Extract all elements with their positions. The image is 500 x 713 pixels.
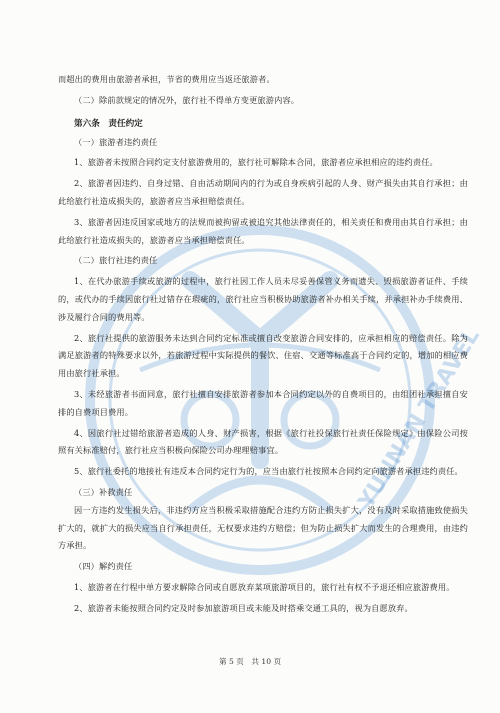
paragraph: 2、旅行社提供的旅游服务未达到合同约定标准或擅自改变旅游合同安排的，应承担相应的赔偿责任。除为满足旅游者的特殊要求以外，若旅游过程中实际提供的餐饮、住宿、交通等标准高于合同约定的，增加的相应费用由旅行社承担。 (58, 332, 468, 379)
paragraph: 3、未经旅游者书面同意，旅行社擅自安排旅游者参加本合同约定以外的自费项目的，由组团社承担擅自安排的自费项目费用。 (58, 388, 468, 417)
paragraph: 而超出的费用由旅游者承担，节省的费用应当返还旅游者。 (58, 74, 275, 84)
page-number: 第 5 页 共 10 页 (218, 657, 282, 666)
paragraph: 1、旅游者在行程中单方要求解除合同或自愿放弃某项旅游项目的，旅行社有权不予退还相应旅游费用。 (74, 581, 455, 592)
subsection-title: （四）解约责任 (74, 561, 133, 572)
document-body (58, 71, 468, 618)
paragraph: 3、旅游者因违反国家或地方的法规而被拘留或被追究其他法律责任的，相关责任和费用由其自行承担；由此给旅行社造成损失的，旅游者应当承担赔偿责任。 (58, 216, 468, 245)
subsection-title: （一）旅游者违约责任 (74, 136, 158, 147)
paragraph: 4、因旅行社过错给旅游者造成的人身、财产损害，根据《旅行社投保旅行社责任保险规定》由保险公司按照有关标准赔付，旅行社应当积极向保险公司办理理赔事宜。 (58, 427, 468, 456)
subsection-title: （三）补救责任 (74, 486, 133, 497)
svg-text:YUNNAN TRAVEL: YUNNAN TRAVEL (353, 324, 485, 514)
paragraph: 2、旅游者未能按照合同约定及时参加旅游项目或未能及时搭乘交通工具的，视为自愿放弃。 (74, 602, 413, 613)
paragraph: 5、旅行社委托的地接社有违反本合同约定行为的，应当由旅行社按照本合同约定向旅游者承担违约责任。 (74, 466, 463, 477)
paragraph: 因一方违约发生损失后，非违约方应当积极采取措施配合违约方防止损失扩大，没有及时采取措施致使损失扩大的，就扩大的损失应当自行承担责任，无权要求违约方赔偿；但为防止损失扩大而发生的合理费用，由违约方承担。 (58, 504, 468, 551)
section-title: 第六条 责任约定 (74, 118, 143, 129)
paragraph: 1、在代办旅游手续或旅游的过程中，旅行社因工作人员未尽妥善保管义务而遗失、毁损旅游者证件、手续的，或代办的手续因旅行社过错存在瑕疵的，旅行社应当积极协助旅游者补办相关手续，并承担补办手续费用、涉及履行合同的费用等。 (58, 276, 468, 322)
paragraph: 1、旅游者未按照合同约定支付旅游费用的，旅行社可解除本合同，旅游者应承担相应的违约责任。 (74, 157, 438, 168)
paragraph: 2、旅游者因违约、自身过错、自由活动期间内的行为或自身疾病引起的人身、财产损失由其自行承担；由此给旅行社造成损失的，旅游者应当承担赔偿责任。 (58, 178, 468, 206)
paragraph: （二）除前款规定的情况外，旅行社不得单方变更旅游内容。 (74, 94, 300, 105)
subsection-title: （二）旅行社违约责任 (74, 255, 158, 266)
